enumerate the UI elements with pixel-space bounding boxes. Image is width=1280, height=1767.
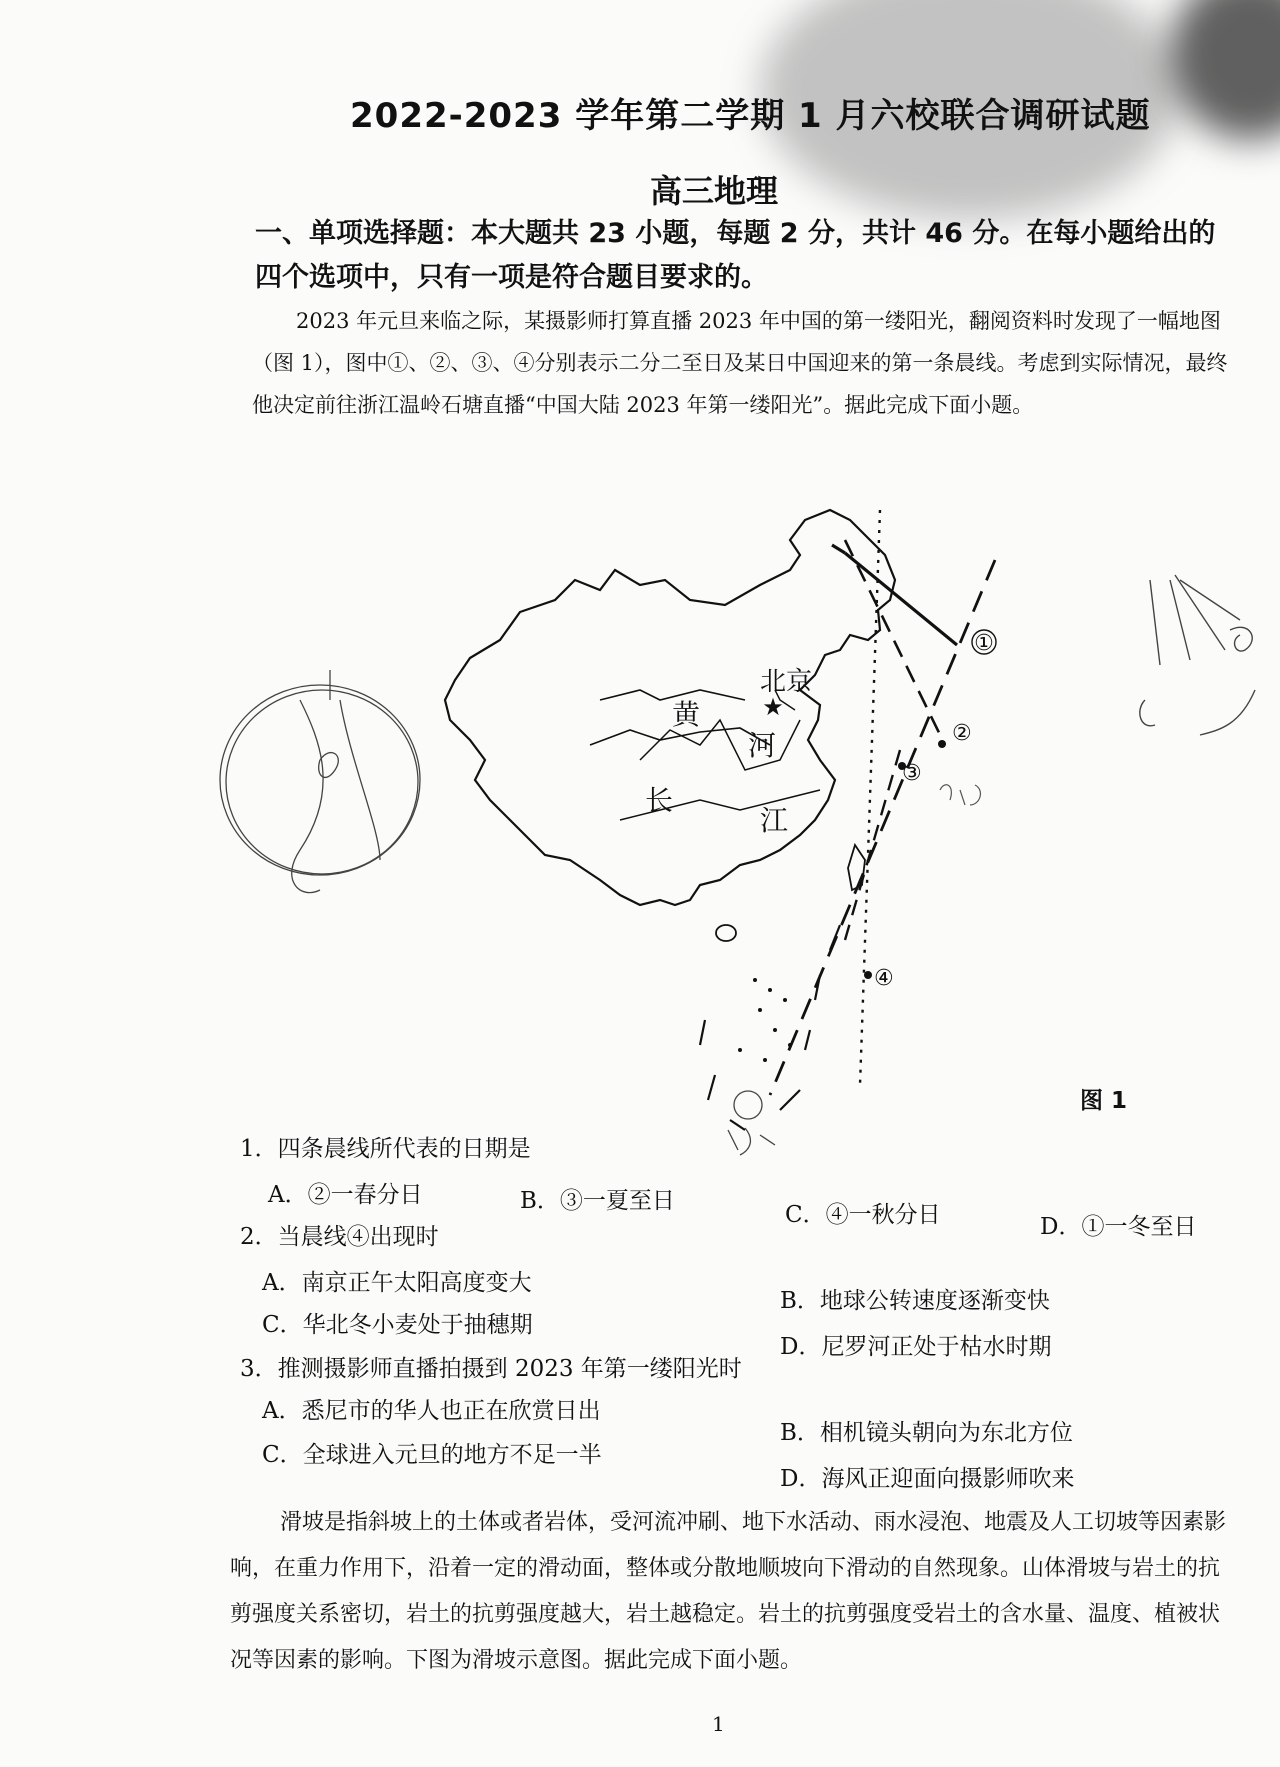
q2-option-d: D．尼罗河正处于枯水时期 xyxy=(780,1334,1052,1360)
q3-option-d: D．海风正迎面向摄影师吹来 xyxy=(780,1466,1075,1492)
q1-option-c: C．④一秋分日 xyxy=(785,1202,941,1228)
q1-option-b: B．③一夏至日 xyxy=(520,1188,675,1214)
exam-subtitle: 高三地理 xyxy=(650,172,779,210)
question-1-stem: 1．四条晨线所代表的日期是 xyxy=(240,1136,531,1162)
passage-1: 2023 年元旦来临之际，某摄影师打算直播 2023 年中国的第一缕阳光，翻阅资料时发现了一幅地图（图 1），图中①、②、③、④分别表示二分二至日及某日中国迎来的第一条晨线。考虑到实际情况，最终他决定前往浙江温岭石塘直播“中国大陆 2023 年第一缕阳光”。据此完成下面小题。 xyxy=(252,309,1228,417)
q3-option-b: B．相机镜头朝向为东北方位 xyxy=(780,1420,1073,1446)
page-number: 1 xyxy=(712,1712,725,1736)
dawn-line-1 xyxy=(845,553,957,645)
label-line-3: ③ xyxy=(902,761,922,786)
label-line-1: ① xyxy=(974,631,994,656)
q2-option-b: B．地球公转速度逐渐变快 xyxy=(780,1288,1050,1314)
question-3-stem: 3．推测摄影师直播拍摄到 2023 年第一缕阳光时 xyxy=(240,1356,742,1382)
dawn-line-3b xyxy=(845,750,900,940)
label-huang: 黄 xyxy=(672,698,701,731)
q2-option-c: C．华北冬小麦处于抽穗期 xyxy=(262,1312,533,1338)
section-heading: 一、单项选择题：本大题共 23 小题，每题 2 分，共计 46 分。在每小题给出的四个选项中，只有一项是符合题目要求的。 xyxy=(255,218,1216,293)
sea-islands xyxy=(738,978,792,1062)
q2-option-a: A．南京正午太阳高度变大 xyxy=(262,1270,532,1296)
dawn-line-4 xyxy=(860,510,880,1085)
exam-title: 2022-2023 学年第二学期 1 月六校联合调研试题 xyxy=(350,96,1151,136)
label-jiang: 江 xyxy=(760,804,789,837)
label-chang: 长 xyxy=(645,784,674,817)
dawn-line-3 xyxy=(770,560,995,1095)
label-he: 河 xyxy=(748,729,777,762)
question-2-stem: 2．当晨线④出现时 xyxy=(240,1224,439,1250)
q1-option-d: D．①一冬至日 xyxy=(1040,1214,1197,1240)
figure-caption: 图 1 xyxy=(1080,1088,1128,1114)
handwritten-globe-sketch xyxy=(220,670,420,893)
label-line-2: ② xyxy=(952,721,972,746)
dawn-line-2 xyxy=(845,540,945,745)
q3-option-a: A．悉尼市的华人也正在欣赏日出 xyxy=(262,1398,601,1424)
beijing-star-icon: ★ xyxy=(762,693,784,721)
handwritten-note-mid xyxy=(940,785,980,805)
handwritten-scribble-right xyxy=(1140,575,1255,735)
q3-option-c: C．全球进入元旦的地方不足一半 xyxy=(262,1442,602,1468)
label-line-4: ④ xyxy=(874,966,894,991)
passage-2: 滑坡是指斜坡上的土体或者岩体，受河流冲刷、地下水活动、雨水浸泡、地震及人工切坡等因素影响，在重力作用下，沿着一定的滑动面，整体或分散地顺坡向下滑动的自然现象。山体滑坡与岩土的抗剪强度关系密切，岩土的抗剪强度越大，岩土越稳定。岩土的抗剪强度受岩土的含水量、温度、植被状况等因素的影响。下图为滑坡示意图。据此完成下面小题。 xyxy=(230,1510,1227,1673)
label-beijing: 北京 xyxy=(760,667,813,697)
q1-option-a: A．②一春分日 xyxy=(268,1182,423,1208)
china-outline xyxy=(445,510,895,905)
